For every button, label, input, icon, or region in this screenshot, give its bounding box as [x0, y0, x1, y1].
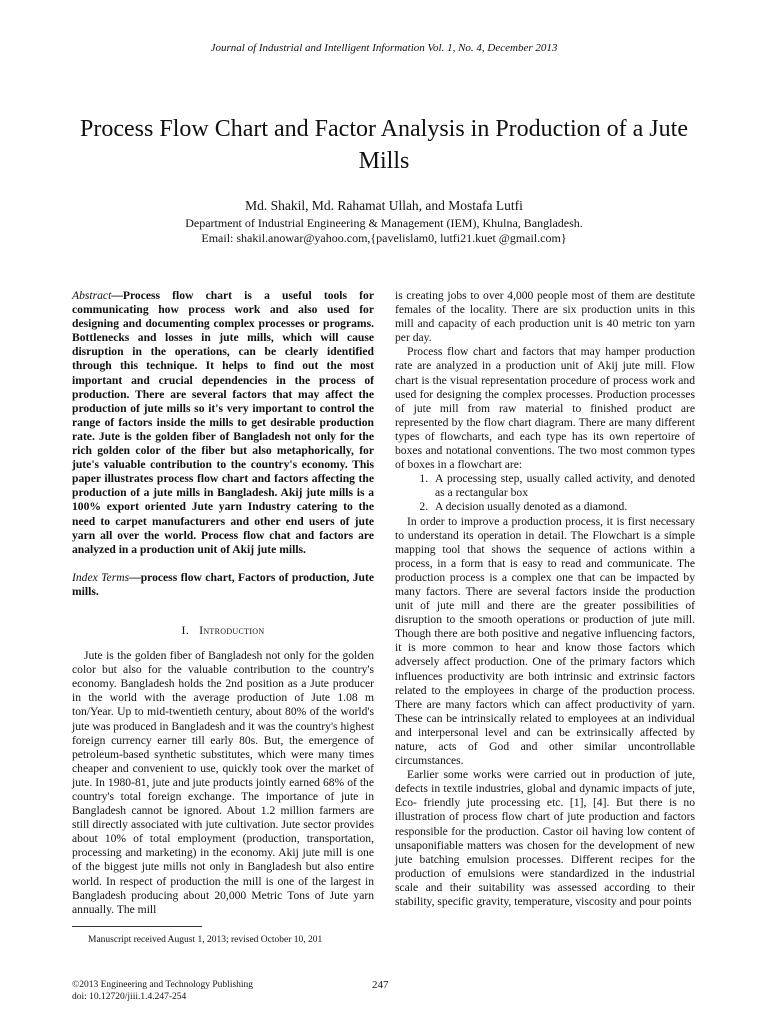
doi: doi: 10.12720/jiii.1.4.247-254: [72, 992, 187, 1002]
paper-title: Process Flow Chart and Factor Analysis in Production of a Jute Mills: [80, 116, 688, 174]
intro-paragraph-3: In order to improve a production process, it is first necessary to understand its operation in detail. The Flowchart is a simple mapping tool that shows the sequence of actions within a process, in a form that is easy to read and communicate. The production process is a complex one that can be impacted by many factors. There are several factors inside the production unit of jute mill and there are the greater possibilities of disruption to the smooth operations or production of jute mill. Though there are both positive and negative influencing factors, it is more common to hear and know those factors which adversely affect production. One of the primary factors which influences productivity are both intrinsic and extrinsic factors related to the employees in charge of the production process. There are many factors which can affect productivity of yarn. These can be intrinsically related to employees at an individual and interpersonal level and can be extrinsically affected by nature, acts of God and other similar uncontrollable circumstances.: [395, 514, 695, 768]
left-column: [72, 289, 374, 917]
abstract-text: —Process flow chart is a useful tools for communicating how process work and also used for designing and documenting complex processes or programs. Bottlenecks and losses in jute mills, which will cause disruption in the operations, can be clearly identified through this technique. It helps to find out the most important and crucial dependencies in the process of production. There are several factors that may affect the production of jute mills so it's very important to control the range of factors inside the mills to get desirable production rate. Jute is the golden fiber of Bangladesh not only for the rich golden color of the fiber but also metaphorically, for jute's valuable contribution to the country's economy. This paper illustrates process flow chart and factors affecting the production of a jute mills in Bangladesh. Akij jute mills is a 100% export oriented Jute yarn Industry catering to the need to carpet manufacturers and other end users of jute yarn all over the world. Process flow chat and factors are analyzed in a production unit of Akij jute mills.: [72, 289, 374, 556]
page-number: 247: [372, 979, 389, 991]
index-terms-text: —process flow chart, Factors of production, Jute mills.: [72, 570, 374, 598]
box-types-list: [395, 472, 695, 514]
section-heading: [72, 623, 374, 637]
list-item: 1. A processing step, usually called activity, and denoted as a rectangular box: [431, 472, 695, 500]
affiliation: [0, 216, 768, 246]
section-numeral: I.: [181, 622, 190, 637]
journal-header: Journal of Industrial and Intelligent Information Vol. 1, No. 4, December 2013: [210, 42, 558, 54]
intro-paragraph-2: Process flow chart and factors that may hamper production rate are analyzed in a production unit of Akij jute mill. Flow chart is the visual representation procedure of process work and used for designing the complex processes. Production processes of jute mill from raw material to finished product are represented by the flow chart diagram. There are many different types of flowcharts, and each type has its own repertoire of boxes and notational conventions. The two most common types of boxes in a flowchart are:: [395, 345, 695, 472]
intro-paragraph-4: Earlier some works were carried out in production of jute, defects in textile industries, global and dynamic impacts of jute, Eco- friendly jute processing etc. [1], [4]. But there is no illustration of process flow chart of jute production and factors responsible for the production. Castor oil having low content of unsaponifiable matters was chosen for the development of new jute batching emulsion processes. Different recipes for the production of emulsions were standardized in the industrial scale and their suitability was assessed according to their stability, specific gravity, temperature, viscosity and pour points: [395, 768, 695, 909]
intro-paragraph-1: Jute is the golden fiber of Bangladesh not only for the golden color but also for the valuable contribution to the country's economy. Bangladesh holds the 2nd position as a Jute producer in the world with the average production of Jute 1.08 m ton/Year. Up to mid-twentieth century, about 80% of the world's jute was produced in Bangladesh and it was the country's highest foreign currency earner till early 80s. But, the emergence of petroleum-based synthetic substitutes, which were many times cheaper and convenient to use, quickly took over the market of jute. In 1980-81, jute and jute products jointly earned 68% of the country's total foreign exchange. The importance of jute in Bangladesh cannot be ignored. About 1.2 million farmers are still directly associated with jute cultivation. Jute sector provides about 10% of total employment (production, transportation, processing and marketing) in the economy. Akij jute mill is one of the biggest jute mills not only in Bangladesh but also entire world. In respect of production the mill is one of the largest in Bangladesh producing about 20,000 Metric Tons of Jute yarn annually. The mill: [72, 649, 374, 916]
footnote-divider: [72, 926, 202, 927]
abstract-lead: Abstract: [72, 289, 112, 302]
copyright: ©2013 Engineering and Technology Publishing: [72, 980, 254, 990]
department: Department of Industrial Engineering & Management (IEM), Khulna, Bangladesh.: [185, 216, 583, 230]
intro-paragraph-1-continued: is creating jobs to over 4,000 people most of them are destitute females of the locality. There are six production units in this mill and capacity of each production unit is 40 metric ton yarn per day.: [395, 289, 695, 345]
right-column: [395, 289, 695, 909]
footer-publisher: [72, 979, 253, 1003]
email-line: Email: shakil.anowar@yahoo.com,{pavelislam0, lutfi21.kuet @gmail.com}: [201, 231, 567, 245]
index-terms-lead: Index Terms: [72, 570, 130, 584]
section-title: Introduction: [199, 622, 265, 637]
footnote: Manuscript received August 1, 2013; revised October 10, 201: [88, 935, 323, 945]
index-terms: [72, 571, 374, 599]
abstract: [72, 289, 374, 557]
author-list: Md. Shakil, Md. Rahamat Ullah, and Mostafa Lutfi: [245, 198, 523, 213]
list-item: 2. A decision usually denoted as a diamond.: [431, 500, 695, 514]
